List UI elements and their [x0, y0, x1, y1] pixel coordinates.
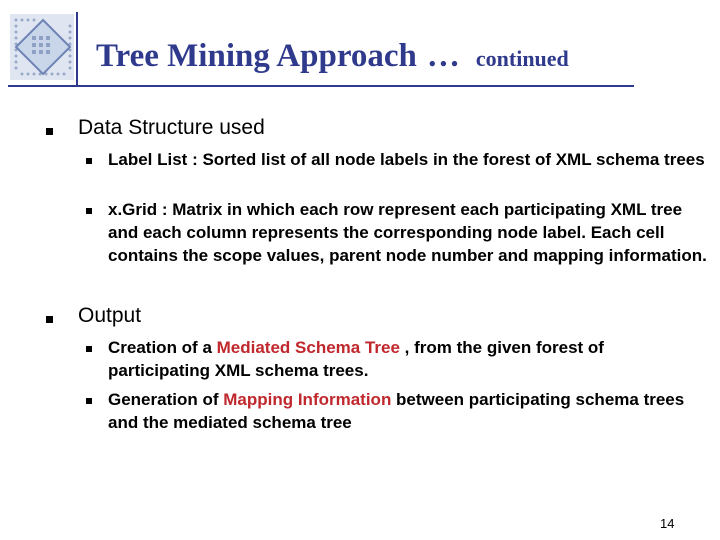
title-text: Tree Mining Approach [96, 38, 417, 74]
slide-title [96, 38, 569, 75]
square-bullet-icon [86, 208, 92, 214]
list-item-mediated-schema [108, 336, 708, 382]
square-bullet-icon [46, 316, 53, 323]
square-bullet-icon [86, 158, 92, 164]
section-heading-data-structure: Data Structure used [78, 116, 265, 139]
item-text-pre: Generation of [108, 390, 224, 409]
grid-diamond-logo-icon [8, 12, 78, 84]
list-item-xgrid: x.Grid : Matrix in which each row represent each participating XML tree and each column represents the corresponding node label. Each cell contains the scope values, parent node number and mapping information. [108, 200, 707, 265]
item-text-post: between participating schema trees and the mediated schema tree [108, 390, 685, 432]
title-suffix: continued [475, 46, 569, 71]
title-divider [8, 85, 634, 87]
title-ellipsis: … [426, 38, 460, 74]
list-item-mapping-info [108, 388, 708, 434]
section-heading-output: Output [78, 304, 142, 327]
page-number: 14 [660, 516, 675, 531]
list-item-label-list: Label List : Sorted list of all node labels in the forest of XML schema trees [108, 150, 705, 169]
title-divider-vertical [76, 12, 78, 87]
square-bullet-icon [86, 398, 92, 404]
square-bullet-icon [46, 128, 53, 135]
item-text-pre: Creation of a [108, 338, 217, 357]
item-text-post: , from the given forest of participating XML schema trees. [108, 338, 604, 380]
square-bullet-icon [86, 346, 92, 352]
highlight-mapping-information: Mapping Information [223, 390, 392, 409]
highlight-mediated-schema-tree: Mediated Schema Tree [216, 338, 400, 357]
